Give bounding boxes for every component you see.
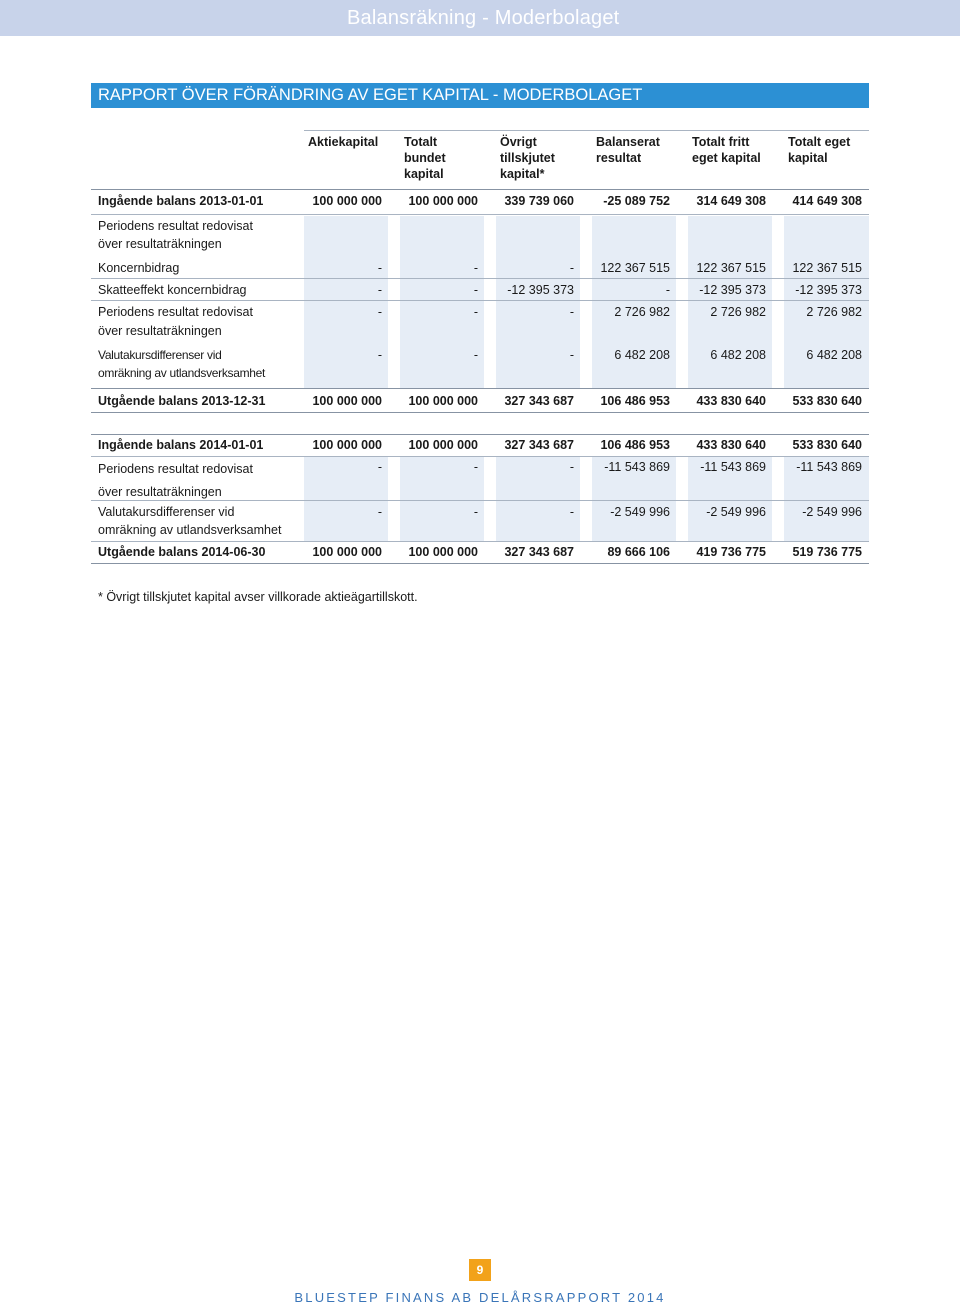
table-cell: 89 666 106 [607,545,670,559]
table-cell: 419 736 775 [696,545,766,559]
rule [91,388,869,389]
table-cell: 106 486 953 [600,394,670,408]
table-cell: -12 395 373 [507,283,574,297]
table-cell: - [569,348,574,362]
table-cell: - [377,460,382,474]
table-cell: -12 395 373 [699,283,766,297]
row-label-closing-2014: Utgående balans 2014-06-30 [98,545,266,559]
table-cell: -11 543 869 [700,460,766,474]
row-label-koncernbidrag: Koncernbidrag [98,261,180,275]
banner-title: Balansräkning - Moderbolaget [347,7,620,29]
table-cell: 100 000 000 [312,394,382,408]
row-label-skatteeffekt: Skatteeffekt koncernbidrag [98,283,247,297]
table-cell: 433 830 640 [696,394,766,408]
rule [91,300,869,301]
row-label-opening-2014: Ingående balans 2014-01-01 [98,438,264,452]
rule [91,214,869,215]
footer-brand: BLUESTEP FINANS AB DELÅRSRAPPORT 2014 [294,1290,666,1305]
table-cell: - [569,305,574,319]
table-cell: 2 726 982 [806,305,862,319]
table-cell: 122 367 515 [696,261,766,275]
table-cell: - [377,261,382,275]
table-cell: -2 549 996 [610,505,670,519]
column-header: Totalt eget kapital [788,135,851,165]
column-header: Övrigt tillskjutet kapital* [500,135,555,181]
table-cell: 327 343 687 [504,545,574,559]
table-cell: - [473,348,478,362]
table-cell: 6 482 208 [710,348,766,362]
table-cell: 6 482 208 [614,348,670,362]
table-cell: - [569,460,574,474]
table-cell: -11 543 869 [604,460,670,474]
page-number: 9 [469,1259,491,1281]
row-label-valuta: Valutakursdifferenser vid omräkning av utlandsverksamhet [98,348,266,380]
table-cell: 414 649 308 [792,194,862,208]
table-cell: - [665,283,670,297]
table-cell: - [473,261,478,275]
column-header: Aktiekapital [308,135,379,149]
rule [91,189,869,190]
rule [304,130,869,131]
row-label-valuta-2014: Valutakursdifferenser vid omräkning av utlandsverksamhet [98,505,282,537]
table-cell: - [569,505,574,519]
footnote: * Övrigt tillskjutet kapital avser villkorade aktieägartillskott. [98,590,418,604]
table-cell: -2 549 996 [706,505,766,519]
table-cell: 533 830 640 [792,394,862,408]
table-cell: 519 736 775 [792,545,862,559]
table-cell: -12 395 373 [795,283,862,297]
rule [91,434,869,435]
rule [91,563,869,564]
table-cell: 122 367 515 [600,261,670,275]
table-cell: 2 726 982 [614,305,670,319]
table-cell: 339 739 060 [504,194,574,208]
table-cell: 100 000 000 [312,194,382,208]
rule [91,456,869,457]
table-cell: 100 000 000 [312,545,382,559]
row-label-opening-2013: Ingående balans 2013-01-01 [98,194,264,208]
table-cell: - [377,305,382,319]
table-cell: - [473,305,478,319]
table-cell: - [377,505,382,519]
column-header: Totalt bundet kapital [404,135,446,181]
table-cell: 6 482 208 [806,348,862,362]
row-label-result: Periodens resultat redovisat över resultaträkningen [98,305,253,338]
table-cell: 100 000 000 [312,438,382,452]
table-cell: 2 726 982 [710,305,766,319]
column-header: Totalt fritt eget kapital [692,135,761,165]
report-title: RAPPORT ÖVER FÖRÄNDRING AV EGET KAPITAL - MODERBOLAGET [98,86,643,104]
table-cell: 100 000 000 [408,545,478,559]
table-cell: 100 000 000 [408,438,478,452]
rule [91,541,869,542]
table-cell: - [473,505,478,519]
table-cell: 433 830 640 [696,438,766,452]
column-header: Balanserat resultat [596,135,660,165]
table-cell: - [377,348,382,362]
table-cell: - [473,283,478,297]
table-cell: 314 649 308 [696,194,766,208]
table-cell: 327 343 687 [504,394,574,408]
table-cell: -11 543 869 [796,460,862,474]
row-label-result-heading: Periodens resultat redovisat över resultaträkningen [98,219,253,251]
table-cell: 100 000 000 [408,194,478,208]
table-cell: - [569,261,574,275]
row-label-closing-2013: Utgående balans 2013-12-31 [98,394,266,408]
table-cell: -25 089 752 [603,194,670,208]
table-cell: - [473,460,478,474]
top-banner [0,0,960,36]
report-header [91,83,869,108]
table-cell: 100 000 000 [408,394,478,408]
table-cell: 122 367 515 [792,261,862,275]
table-cell: 533 830 640 [792,438,862,452]
table-cell: 327 343 687 [504,438,574,452]
table-cell: 106 486 953 [600,438,670,452]
rule [91,412,869,413]
table-cell: - [377,283,382,297]
rule [91,278,869,279]
row-label-result-2014: Periodens resultat redovisat över resultaträkningen [98,462,253,499]
table-cell: -2 549 996 [802,505,862,519]
